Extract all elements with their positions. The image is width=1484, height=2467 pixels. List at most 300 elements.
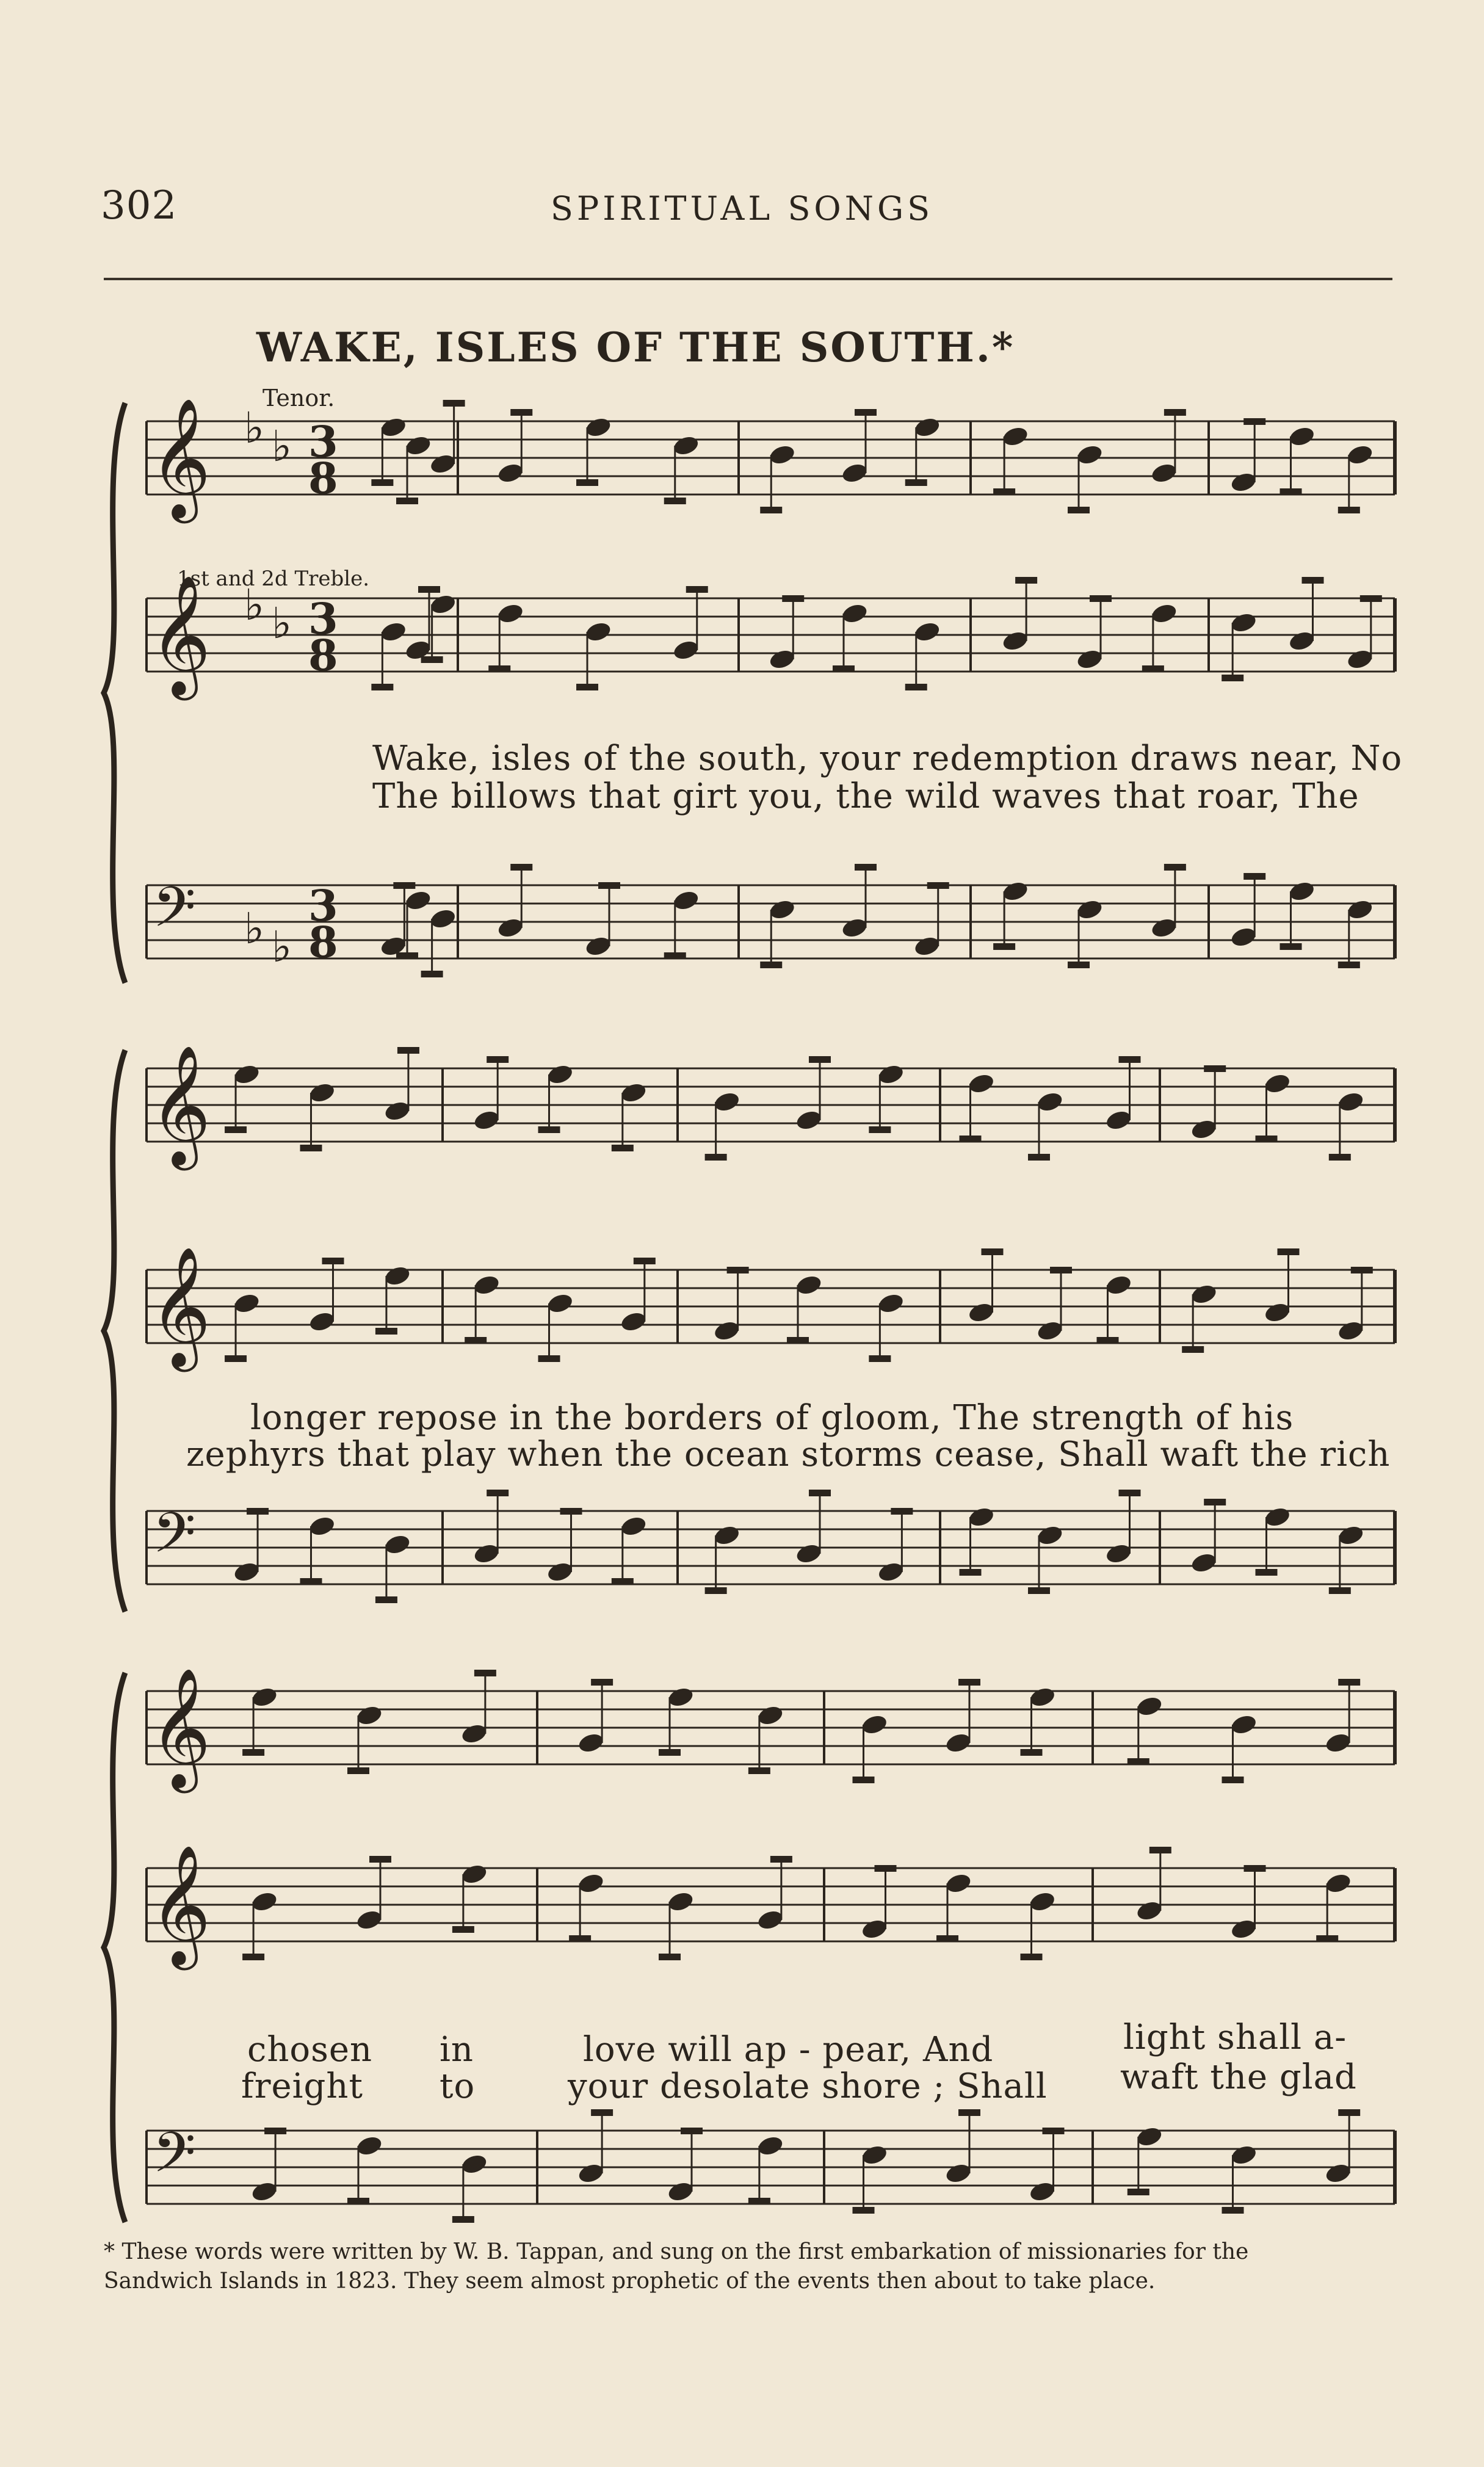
stem-flag [1351, 1267, 1373, 1273]
treble-label: 1st and 2d Treble. [177, 567, 370, 591]
lyric-system1-verse1: Wake, isles of the south, your redemption draws near, No [372, 739, 1403, 778]
note-head [233, 1560, 261, 1584]
lyric-system3-verse1-d: light shall a- [1123, 2018, 1347, 2057]
note-head [913, 416, 941, 439]
note-head [460, 1722, 488, 1745]
note-head [379, 620, 407, 643]
note-head [1036, 1524, 1064, 1547]
stem-flag [787, 1337, 809, 1344]
note-head [712, 1524, 740, 1547]
stem-flag [905, 479, 927, 486]
stem-flag [443, 400, 465, 407]
note-head [1229, 2143, 1258, 2167]
stem-flag [1338, 962, 1360, 968]
stem-flag [659, 1954, 681, 1960]
note-head [1337, 1524, 1365, 1547]
stem-flag [960, 1569, 982, 1576]
stem-flag [760, 507, 782, 513]
footnote [104, 2237, 1410, 2296]
note-head [1263, 1301, 1291, 1324]
note-head [841, 462, 869, 485]
stem-flag [397, 1047, 419, 1054]
time-signature-numerator: 3 [308, 593, 338, 644]
note-head [768, 443, 796, 466]
stem-flag [727, 1267, 749, 1273]
note-head [1229, 1918, 1258, 1941]
stem-flag [1050, 1267, 1072, 1273]
treble-clef: 𝄞 [150, 1667, 211, 1788]
note-head [308, 1310, 336, 1333]
stem-flag [1204, 1499, 1226, 1505]
stem-flag [664, 498, 686, 504]
stem-flag [1243, 418, 1265, 425]
stem-flag [1222, 1777, 1244, 1783]
note-head [967, 1505, 995, 1529]
stem-flag [1028, 1587, 1050, 1594]
lyric-system3-verse2-b: to [440, 2067, 476, 2106]
note-head [967, 1072, 995, 1095]
stem-flag [958, 1679, 980, 1686]
flat-sign: ♭ [272, 421, 292, 471]
stem-flag [1097, 1337, 1119, 1344]
stem-flag [371, 684, 393, 690]
staff [147, 397, 1395, 523]
note-head [1104, 1542, 1132, 1565]
stem-flag [510, 864, 532, 871]
note-head [712, 1090, 740, 1114]
staff [147, 2109, 1395, 2223]
note-head [472, 1109, 501, 1132]
note-head [429, 593, 457, 616]
stem-flag [869, 1355, 891, 1362]
stem-flag [300, 1578, 322, 1585]
stem-flag [591, 1679, 613, 1686]
lyric-system3-verse2-d: waft the glad [1120, 2057, 1357, 2097]
note-head [620, 1515, 648, 1538]
note-head [1190, 1551, 1218, 1574]
stem-flag [474, 1670, 496, 1676]
note-head [667, 2180, 695, 2203]
stem-flag [1164, 864, 1186, 871]
note-head [460, 2153, 488, 2176]
note-head [913, 935, 941, 958]
note-head [860, 1918, 888, 1941]
note-head [496, 916, 524, 940]
time-signature-denominator: 8 [308, 453, 338, 504]
note-head [496, 602, 524, 625]
note-head [795, 1273, 823, 1297]
stem-flag [982, 1248, 1004, 1255]
note-head [584, 416, 612, 439]
lyric-system3-verse2-a: freight [241, 2067, 363, 2106]
stem-flag [958, 2109, 980, 2116]
note-head [667, 1686, 695, 1709]
note-head [584, 935, 612, 958]
stem-flag [1068, 962, 1090, 968]
system-brace [104, 1050, 125, 1612]
note-head [1028, 1686, 1056, 1709]
stem-flag [465, 1337, 487, 1344]
stem-flag [1256, 1569, 1278, 1576]
stem-flag [396, 498, 418, 504]
stem-flag [569, 1935, 591, 1942]
stem-flag [891, 1508, 913, 1515]
staff-system-2 [92, 1038, 1404, 1624]
note-head [584, 620, 612, 643]
note-head [233, 1063, 261, 1086]
song-title: WAKE, ISLES OF THE SOUTH.* [256, 324, 1015, 371]
note-head [1346, 898, 1374, 921]
note-head [546, 1292, 574, 1315]
stem-flag [681, 2128, 703, 2134]
note-head [1036, 1090, 1064, 1114]
note-head [795, 1109, 823, 1132]
stem-flag [1278, 1248, 1300, 1255]
note-head [1324, 1872, 1352, 1895]
page-header [101, 183, 1383, 232]
music-system-3 [92, 1661, 1404, 2234]
stem-flag [1222, 675, 1243, 681]
lyric-system3-verse2-c: your desolate shore ; Shall [568, 2067, 1048, 2106]
stem-flag [1243, 873, 1265, 880]
stem-flag [1244, 1865, 1266, 1872]
stem-flag [855, 864, 877, 871]
staff-system-3 [92, 1661, 1404, 2234]
flat-sign: ♭ [244, 580, 265, 630]
stem-flag [1360, 595, 1382, 602]
note-head [1104, 1109, 1132, 1132]
note-head [944, 1872, 972, 1895]
music-system-1 [92, 391, 1404, 1013]
note-head [672, 889, 700, 912]
stem-flag [576, 684, 598, 690]
stem-flag [322, 1258, 344, 1264]
stem-flag [487, 1490, 509, 1496]
stem-flag [905, 684, 927, 690]
note-head [877, 1292, 905, 1315]
bass-clef: 𝄢 [153, 875, 196, 953]
stem-flag [1142, 665, 1164, 672]
note-head [860, 1713, 888, 1736]
treble-clef: 𝄞 [150, 574, 211, 695]
stem-flag [659, 1749, 681, 1756]
stem-flag [1127, 2189, 1149, 2195]
staff [147, 1246, 1395, 1372]
stem-flag [452, 2216, 474, 2223]
note-head [944, 2162, 972, 2185]
stem-flag [393, 882, 415, 889]
stem-flag [936, 1935, 958, 1942]
note-head [1001, 629, 1029, 653]
note-head [250, 1890, 278, 1913]
note-head [355, 1908, 383, 1932]
stem-flag [869, 1126, 891, 1133]
stem-flag [1119, 1490, 1141, 1496]
time-signature-denominator: 8 [308, 630, 338, 681]
stem-flag [1338, 1679, 1360, 1686]
note-head [672, 639, 700, 662]
staff-system-1 [92, 391, 1404, 1013]
note-head [308, 1081, 336, 1104]
note-head [1076, 443, 1104, 466]
stem-flag [993, 943, 1015, 950]
note-head [756, 1908, 784, 1932]
stem-flag [760, 962, 782, 968]
stem-flag [612, 1578, 634, 1585]
stem-flag [1119, 1056, 1141, 1063]
note-head [860, 2143, 888, 2167]
stem-flag [1302, 577, 1324, 584]
note-head [546, 1063, 574, 1086]
stem-flag [1329, 1154, 1351, 1161]
note-head [841, 916, 869, 940]
note-head [667, 1890, 695, 1913]
stem-flag [421, 971, 443, 977]
note-head [1001, 880, 1029, 903]
stem-flag [748, 2198, 770, 2204]
note-head [1229, 611, 1258, 634]
page-number: 302 [101, 183, 178, 228]
stem-flag [612, 1145, 634, 1151]
lyric-system3-verse1-c: love will ap - pear, And [583, 2030, 994, 2070]
stem-flag [538, 1126, 560, 1133]
note-head [620, 1310, 648, 1333]
stem-flag [598, 882, 620, 889]
note-head [233, 1292, 261, 1315]
note-head [1104, 1273, 1132, 1297]
flat-sign: ♭ [272, 598, 292, 648]
stem-flag [1338, 2109, 1360, 2116]
lyric-system3-verse1-b: in [440, 2030, 474, 2070]
flat-sign: ♭ [244, 904, 265, 954]
stem-flag [510, 409, 532, 416]
note-head [1001, 425, 1029, 448]
note-head [1287, 629, 1316, 653]
note-head [841, 602, 869, 625]
stem-flag [1280, 943, 1302, 950]
note-head [712, 1319, 740, 1342]
note-head [383, 1533, 411, 1556]
treble-clef: 𝄞 [150, 1246, 211, 1367]
note-head [1150, 602, 1178, 625]
stem-flag [1338, 507, 1360, 513]
lyric-system3-verse1-a: chosen [247, 2030, 373, 2070]
stem-flag [421, 656, 443, 663]
running-head: SPIRITUAL SONGS [550, 189, 934, 228]
lyric-system1-verse2: The billows that girt you, the wild waves that roar, The [372, 777, 1359, 816]
staff [147, 1045, 1395, 1170]
stem-flag [875, 1865, 897, 1872]
stem-flag [770, 1856, 792, 1863]
note-head [913, 620, 941, 643]
note-head [756, 1704, 784, 1727]
note-head [1135, 1695, 1164, 1718]
tenor-label: Tenor. [262, 385, 335, 411]
stem-flag [1015, 577, 1037, 584]
note-head [577, 1731, 605, 1755]
staff [147, 1844, 1395, 1970]
note-head [355, 1704, 383, 1727]
stem-flag [1204, 1065, 1226, 1072]
stem-flag [1021, 1954, 1043, 1960]
note-head [768, 648, 796, 671]
stem-flag [225, 1355, 247, 1362]
note-head [250, 1686, 278, 1709]
note-head [1324, 2162, 1352, 2185]
note-head [877, 1560, 905, 1584]
note-head [383, 1264, 411, 1288]
stem-flag [347, 1767, 369, 1774]
stem-flag [1127, 1758, 1149, 1765]
stem-flag [264, 2128, 286, 2134]
stem-flag [1182, 1346, 1204, 1353]
note-head [308, 1515, 336, 1538]
stem-flag [375, 1596, 397, 1603]
treble-clef: 𝄞 [150, 1844, 211, 1965]
note-head [795, 1542, 823, 1565]
music-system-2 [92, 1038, 1404, 1624]
stem-flag [705, 1587, 727, 1594]
stem-flag [1068, 507, 1090, 513]
note-head [1229, 926, 1258, 949]
stem-flag [748, 1767, 770, 1774]
bass-clef: 𝄢 [153, 1501, 196, 1579]
stem-flag [1329, 1587, 1351, 1594]
stem-flag [418, 586, 440, 593]
system-brace [104, 1673, 125, 2222]
treble-clef: 𝄞 [150, 1045, 211, 1165]
stem-flag [1090, 595, 1112, 602]
stem-flag [242, 1749, 264, 1756]
note-head [383, 1099, 411, 1123]
stem-flag [452, 1926, 474, 1933]
note-head [672, 434, 700, 457]
stem-flag [927, 882, 949, 889]
note-head [1263, 1072, 1291, 1095]
note-head [379, 416, 407, 439]
treble-clef: 𝄞 [150, 397, 211, 518]
stem-flag [705, 1154, 727, 1161]
lyric-system2-verse1: longer repose in the borders of gloom, The strength of his [250, 1398, 1294, 1438]
stem-flag [1316, 1935, 1338, 1942]
note-head [1076, 898, 1104, 921]
stem-flag [833, 665, 855, 672]
staff [147, 574, 1395, 700]
note-head [768, 898, 796, 921]
note-head [577, 2162, 605, 2185]
note-head [1150, 462, 1178, 485]
note-head [1346, 648, 1374, 671]
note-head [1337, 1319, 1365, 1342]
note-head [460, 1863, 488, 1886]
stem-flag [809, 1490, 831, 1496]
note-head [355, 2134, 383, 2157]
stem-flag [369, 1856, 391, 1863]
staff [147, 1667, 1395, 1793]
stem-flag [855, 409, 877, 416]
note-head [1135, 1899, 1164, 1922]
stem-flag [1256, 1136, 1278, 1142]
note-head [546, 1560, 574, 1584]
stem-flag [375, 1328, 397, 1335]
footnote-line-1: * These words were written by W. B. Tappan, and sung on the first embarkation of missionaries for the [104, 2239, 1249, 2264]
note-head [620, 1081, 648, 1104]
note-head [1337, 1090, 1365, 1114]
stem-flag [664, 952, 686, 959]
bass-clef: 𝄢 [153, 2120, 196, 2198]
note-head [1135, 2125, 1164, 2148]
time-signature-denominator: 8 [308, 917, 338, 968]
stem-flag [591, 2109, 613, 2116]
note-head [944, 1731, 972, 1755]
stem-flag [634, 1258, 656, 1264]
note-head [1287, 880, 1316, 903]
stem-flag [576, 479, 598, 486]
note-head [1076, 648, 1104, 671]
stem-flag [242, 1954, 264, 1960]
note-head [472, 1542, 501, 1565]
stem-flag [853, 1777, 875, 1783]
stem-flag [538, 1355, 560, 1362]
stem-flag [300, 1145, 322, 1151]
stem-flag [782, 595, 804, 602]
footnote-line-2: Sandwich Islands in 1823. They seem almost prophetic of the events then about to take place. [104, 2269, 1156, 2294]
note-head [877, 1063, 905, 1086]
note-head [250, 2180, 278, 2203]
staff [147, 864, 1395, 977]
time-signature-numerator: 3 [308, 416, 338, 467]
stem-flag [1280, 488, 1302, 495]
note-head [1190, 1283, 1218, 1306]
note-head [1346, 443, 1374, 466]
note-head [1028, 1890, 1056, 1913]
stem-flag [993, 488, 1015, 495]
time-signature-numerator: 3 [308, 880, 338, 931]
stem-flag [347, 2198, 369, 2204]
stem-flag [1043, 2128, 1065, 2134]
stem-flag [853, 2207, 875, 2214]
note-head [429, 907, 457, 930]
note-head [429, 452, 457, 476]
stem-flag [225, 1126, 247, 1133]
note-head [1229, 471, 1258, 494]
system-brace [104, 403, 125, 983]
note-head [472, 1273, 501, 1297]
note-head [1229, 1713, 1258, 1736]
note-head [577, 1872, 605, 1895]
stem-flag [1149, 1847, 1171, 1853]
note-head [404, 434, 432, 457]
stem-flag [371, 479, 393, 486]
staff [147, 1490, 1395, 1603]
note-head [496, 462, 524, 485]
stem-flag [686, 586, 708, 593]
stem-flag [560, 1508, 582, 1515]
stem-flag [809, 1056, 831, 1063]
note-head [967, 1301, 995, 1324]
stem-flag [960, 1136, 982, 1142]
stem-flag [1222, 2207, 1244, 2214]
note-head [1287, 425, 1316, 448]
note-head [1263, 1505, 1291, 1529]
stem-flag [487, 1056, 509, 1063]
flat-sign: ♭ [272, 922, 292, 972]
stem-flag [247, 1508, 269, 1515]
note-head [404, 889, 432, 912]
stem-flag [1021, 1749, 1043, 1756]
header-rule [104, 278, 1392, 280]
note-head [1036, 1319, 1064, 1342]
